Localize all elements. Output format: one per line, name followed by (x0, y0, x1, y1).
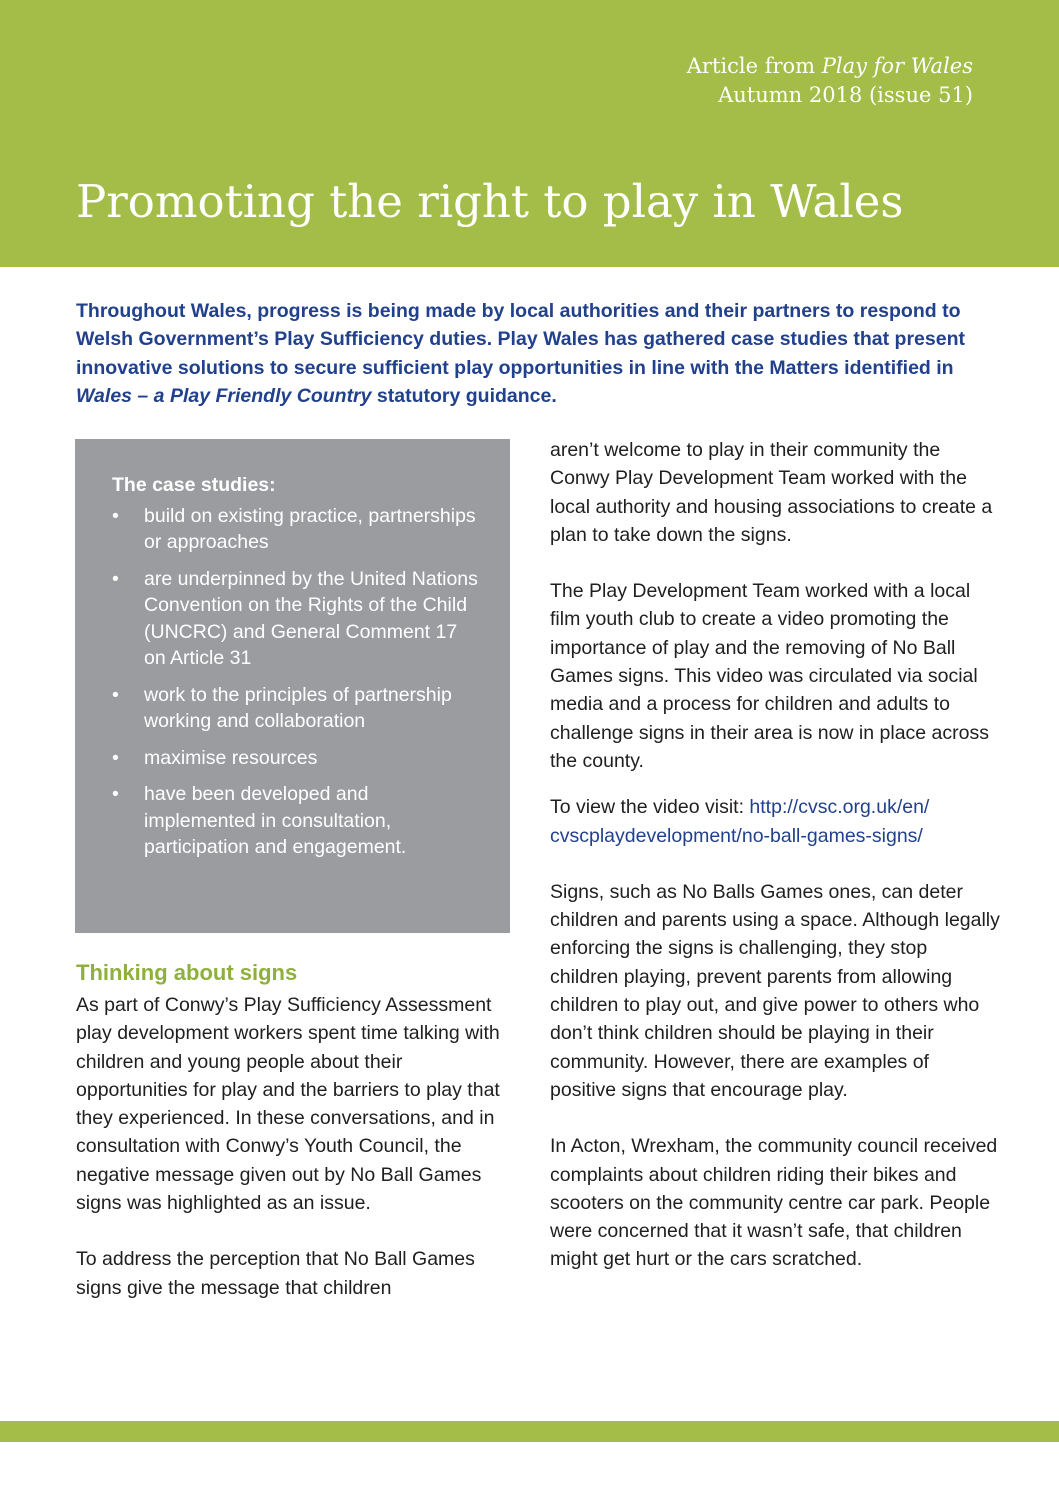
list-item-text: build on existing practice, partnerships or approaches (144, 504, 476, 553)
list-item (112, 682, 480, 735)
bullet-icon: • (112, 567, 119, 590)
bullet-icon: • (112, 504, 119, 527)
intro-text-before: Throughout Wales, progress is being made by local authorities and their partners to respond to Welsh Government’s Play Sufficiency duties. Play Wales has gathered case studies that present innovative solutions to secure sufficient play opportunities in line with the Matters identified in (76, 300, 966, 379)
video-link-part1: http://cvsc.org.uk/en/ (749, 796, 930, 819)
intro-text-after: statutory guidance. (371, 384, 557, 407)
page-title: Promoting the right to play in Wales (76, 175, 904, 228)
list-item (112, 745, 480, 772)
video-paragraph (550, 793, 1000, 850)
body-paragraph: In Acton, Wrexham, the community council received complaints about children riding their bikes and scooters on the community centre car park. People were concerned that it wasn’t safe, that children might get hurt or the cars scratched. (550, 1135, 998, 1271)
list-item (112, 781, 480, 861)
footer-band (0, 1421, 1059, 1442)
body-paragraph: aren’t welcome to play in their community the Conwy Play Development Team worked with the local authority and housing associations to create a plan to take down the signs. (550, 439, 993, 546)
video-link-part2: cvscplaydevelopment/no-ball-games-signs/ (550, 824, 923, 847)
source-prefix: Article from (686, 54, 822, 78)
video-prefix: To view the video visit: (550, 796, 750, 819)
issue-line: Autumn 2018 (issue 51) (718, 83, 973, 107)
intro-guidance-title: Wales – a Play Friendly Country (76, 384, 372, 407)
source-line (687, 52, 973, 81)
list-item (112, 566, 480, 672)
list-item-text: maximise resources (144, 746, 318, 769)
header-band (0, 0, 1059, 267)
bullet-icon: • (112, 683, 119, 706)
publication-name: Play for Wales (821, 54, 973, 78)
case-studies-heading: The case studies: (112, 474, 276, 496)
body-paragraph: To address the perception that No Ball Games signs give the message that children (76, 1248, 475, 1299)
case-studies-list (112, 503, 480, 861)
intro-paragraph (76, 297, 986, 410)
list-item-text: have been developed and implemented in consultation, participation and engagement. (144, 783, 407, 858)
list-item-text: are underpinned by the United Nations Convention on the Rights of the Child (UNCRC) and General Comment 17 on Article 31 (144, 567, 478, 669)
list-item (112, 503, 480, 556)
bullet-icon: • (112, 746, 119, 769)
list-item-text: work to the principles of partnership working and collaboration (144, 683, 452, 732)
body-paragraph: Signs, such as No Balls Games ones, can deter children and parents using a space. Although legally enforcing the signs is challenging, they stop children playing, prevent parents from allowing children to play out, and give power to others who don’t think children should be playing in their community. However, there are examples of positive signs that encourage play. (550, 880, 1000, 1101)
body-paragraph: The Play Development Team worked with a local film youth club to create a video promoting the importance of play and the removing of No Ball Games signs. This video was circulated via social media and a process for children and adults to challenge signs in their area is now in place across the county. (550, 580, 989, 772)
right-column (550, 436, 1000, 1302)
body-paragraph: As part of Conwy’s Play Sufficiency Assessment play development workers spent time talking with children and young people about their opportunities for play and the barriers to play that they experienced. In these conversations, and in consultation with Conwy’s Youth Council, the negative message given out by No Ball Games signs was highlighted as an issue. (76, 994, 500, 1215)
article-source (687, 52, 973, 110)
section-heading: Thinking about signs (76, 960, 298, 985)
left-column (76, 958, 516, 1330)
case-studies-box (75, 439, 510, 933)
bullet-icon: • (112, 783, 119, 805)
